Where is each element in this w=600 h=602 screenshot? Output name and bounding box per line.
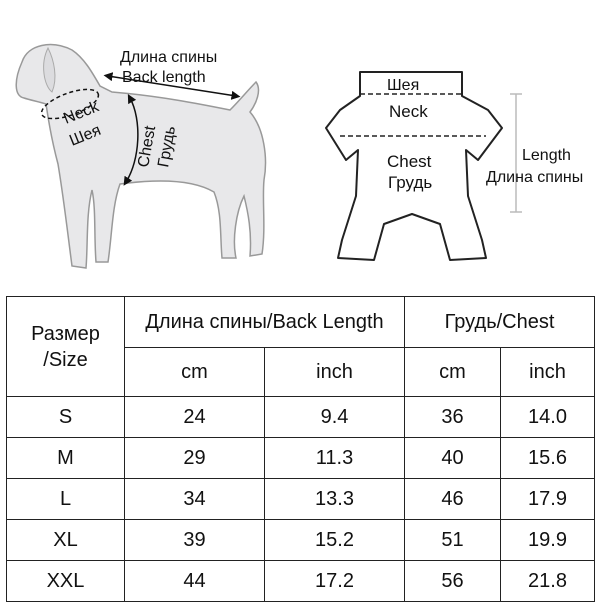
length-label-en: Length bbox=[522, 147, 571, 164]
back-cm-cell: 39 bbox=[125, 520, 265, 561]
size-cell: S bbox=[7, 397, 125, 438]
chest-inch-cell: 21.8 bbox=[501, 561, 595, 602]
size-header: Размер /Size bbox=[7, 297, 125, 397]
chest-header: Грудь/Chest bbox=[405, 297, 595, 348]
back-cm-cell: 29 bbox=[125, 438, 265, 479]
garment-neck-label-ru: Шея bbox=[387, 77, 420, 94]
chest-inch-cell: 17.9 bbox=[501, 479, 595, 520]
chest-cm-cell: 40 bbox=[405, 438, 501, 479]
back-cm-cell: 24 bbox=[125, 397, 265, 438]
table-row bbox=[7, 438, 595, 479]
measurement-diagram bbox=[0, 0, 600, 290]
chest-cm-cell: 36 bbox=[405, 397, 501, 438]
garment-neck-label-en: Neck bbox=[389, 102, 428, 121]
chest-label-en: Chest bbox=[135, 124, 160, 169]
back-inch-cell: 9.4 bbox=[265, 397, 405, 438]
garment-chest-label-en: Chest bbox=[387, 152, 432, 171]
table-row bbox=[7, 397, 595, 438]
back-cm-cell: 44 bbox=[125, 561, 265, 602]
garment-chest-label-ru: Грудь bbox=[388, 173, 433, 192]
table-row bbox=[7, 520, 595, 561]
back-cm-cell: 34 bbox=[125, 479, 265, 520]
unit-inch: inch bbox=[501, 348, 595, 397]
unit-cm: cm bbox=[405, 348, 501, 397]
size-cell: M bbox=[7, 438, 125, 479]
neck-label-en: Neck bbox=[61, 98, 102, 128]
unit-inch: inch bbox=[265, 348, 405, 397]
back-inch-cell: 15.2 bbox=[265, 520, 405, 561]
back-length-label-ru: Длина спины bbox=[120, 49, 218, 66]
neck-label-ru: Шея bbox=[67, 121, 104, 150]
chest-cm-cell: 46 bbox=[405, 479, 501, 520]
chest-label-ru: Грудь bbox=[155, 124, 180, 169]
length-label-ru: Длина спины bbox=[486, 169, 584, 186]
back-length-label-en: Back length bbox=[122, 69, 206, 86]
chest-inch-cell: 19.9 bbox=[501, 520, 595, 561]
back-inch-cell: 11.3 bbox=[265, 438, 405, 479]
table-row bbox=[7, 561, 595, 602]
back-length-header: Длина спины/Back Length bbox=[125, 297, 405, 348]
back-inch-cell: 13.3 bbox=[265, 479, 405, 520]
chest-inch-cell: 14.0 bbox=[501, 397, 595, 438]
size-cell: XL bbox=[7, 520, 125, 561]
table-row bbox=[7, 479, 595, 520]
chest-cm-cell: 51 bbox=[405, 520, 501, 561]
unit-cm: cm bbox=[125, 348, 265, 397]
back-inch-cell: 17.2 bbox=[265, 561, 405, 602]
size-cell: XXL bbox=[7, 561, 125, 602]
chest-inch-cell: 15.6 bbox=[501, 438, 595, 479]
size-cell: L bbox=[7, 479, 125, 520]
chest-cm-cell: 56 bbox=[405, 561, 501, 602]
size-chart-table bbox=[6, 296, 595, 602]
